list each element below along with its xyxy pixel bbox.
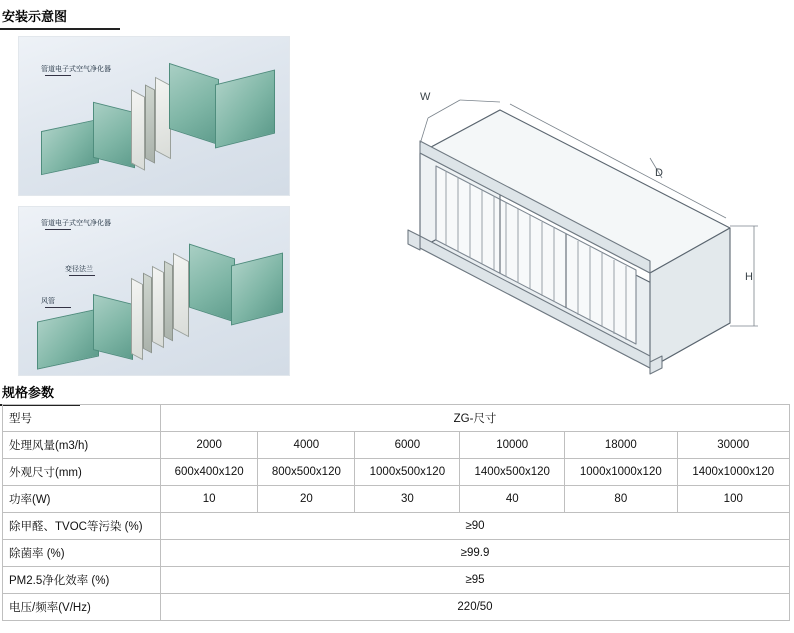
cell-power-2: 20 [258, 486, 355, 513]
table-row-sterilization [3, 540, 790, 567]
cell-dimensions-5: 1000x1000x120 [565, 459, 677, 486]
cell-dimensions-4: 1400x500x120 [460, 459, 565, 486]
table-row-airflow [3, 432, 790, 459]
label-air-duct: 风管 [41, 298, 55, 305]
row-label-power: 功率(W) [3, 486, 161, 513]
filter-plate-3 [152, 266, 164, 348]
duct-transition-right [169, 63, 219, 145]
cell-dimensions-6: 1400x1000x120 [677, 459, 789, 486]
table-row-model [3, 405, 790, 432]
air-duct-right [231, 253, 283, 326]
row-label-dimensions: 外观尺寸(mm) [3, 459, 161, 486]
cell-formaldehyde-value: ≥90 [161, 513, 790, 540]
cell-pm25-value: ≥95 [161, 567, 790, 594]
cell-airflow-6: 30000 [677, 432, 789, 459]
cell-airflow-1: 2000 [161, 432, 258, 459]
cell-model-series: ZG-尺寸 [161, 405, 790, 432]
cell-power-4: 40 [460, 486, 565, 513]
row-label-model: 型号 [3, 405, 161, 432]
row-label-voltage: 电压/频率(V/Hz) [3, 594, 161, 621]
specification-table [2, 404, 790, 621]
label-purifier-bottom: 管道电子式空气净化器 [41, 220, 111, 227]
duct-segment-right [215, 70, 275, 149]
filter-plate-a [131, 89, 145, 170]
air-duct-left [37, 308, 99, 369]
dimension-label-w: W [420, 91, 431, 103]
cell-voltage-value: 220/50 [161, 594, 790, 621]
table-row-voltage [3, 594, 790, 621]
label-reducer-flange: 变径法兰 [65, 266, 93, 273]
cell-dimensions-3: 1000x500x120 [355, 459, 460, 486]
row-label-sterilization: 除菌率 (%) [3, 540, 161, 567]
cell-sterilization-value: ≥99.9 [161, 540, 790, 567]
duct-transition-left [93, 102, 135, 168]
table-row-pm25 [3, 567, 790, 594]
row-label-pm25: PM2.5净化效率 (%) [3, 567, 161, 594]
reducer-flange-left [93, 294, 133, 360]
reducer-flange-right [189, 244, 235, 323]
row-label-airflow: 处理风量(m3/h) [3, 432, 161, 459]
cell-power-6: 100 [677, 486, 789, 513]
photo-exploded-view-bottom [18, 206, 290, 376]
cell-airflow-2: 4000 [258, 432, 355, 459]
filter-plate-1 [131, 278, 143, 360]
cell-airflow-5: 18000 [565, 432, 677, 459]
cell-airflow-4: 10000 [460, 432, 565, 459]
cell-airflow-3: 6000 [355, 432, 460, 459]
specification-table-wrapper [2, 404, 792, 621]
dimension-label-h: H [745, 271, 753, 283]
cell-power-1: 10 [161, 486, 258, 513]
section-heading-specifications: 规格参数 [0, 382, 80, 406]
photo-exploded-view-top [18, 36, 290, 196]
table-row-power [3, 486, 790, 513]
section-heading-installation: 安装示意图 [0, 6, 120, 30]
dimension-label-d: D [655, 167, 663, 179]
purifier-housing [173, 253, 189, 338]
filter-plate-b [145, 84, 155, 163]
label-purifier-top: 管道电子式空气净化器 [41, 66, 111, 73]
filter-plate-2 [143, 273, 152, 354]
filter-plate-4 [164, 261, 173, 342]
row-label-formaldehyde: 除甲醛、TVOC等污染 (%) [3, 513, 161, 540]
cell-dimensions-2: 800x500x120 [258, 459, 355, 486]
table-row-formaldehyde [3, 513, 790, 540]
cell-dimensions-1: 600x400x120 [161, 459, 258, 486]
cell-power-3: 30 [355, 486, 460, 513]
table-row-dimensions [3, 459, 790, 486]
duct-segment-left [41, 119, 99, 175]
cell-power-5: 80 [565, 486, 677, 513]
dimension-line-drawing [350, 58, 790, 408]
illustration-area [0, 30, 794, 375]
